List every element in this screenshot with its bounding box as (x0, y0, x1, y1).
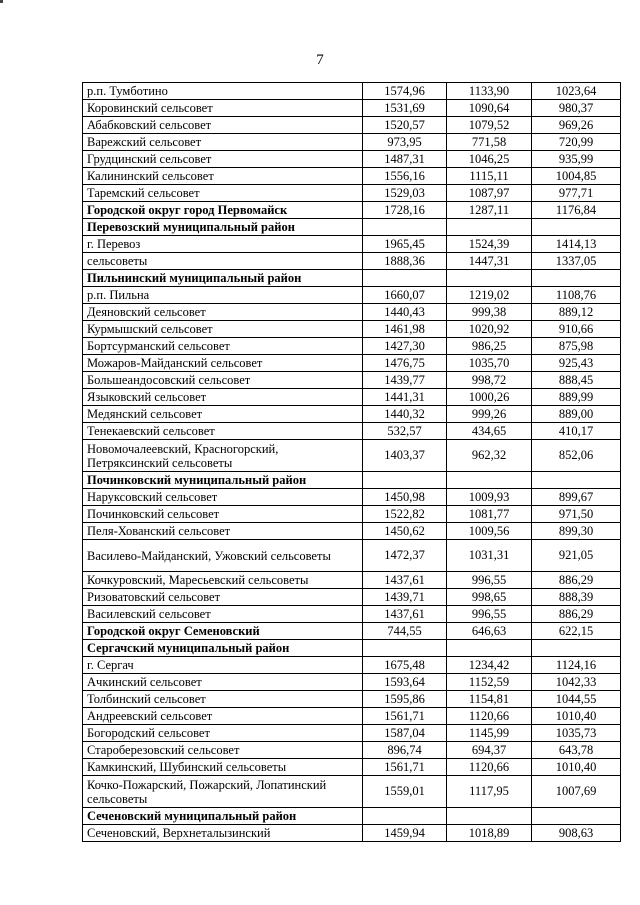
row-value-1-cell: 1728,16 (363, 202, 447, 219)
row-name-cell: Можаров-Майданский сельсовет (83, 355, 363, 372)
row-value-3-cell: 875,98 (532, 338, 621, 355)
row-value-1-cell (363, 219, 447, 236)
row-value-3-cell: 886,29 (532, 572, 621, 589)
row-value-1-cell: 1450,62 (363, 523, 447, 540)
table-row (83, 321, 621, 338)
row-value-3-cell: 1044,55 (532, 691, 621, 708)
row-value-1-cell (363, 472, 447, 489)
table-row (83, 253, 621, 270)
table-row (83, 825, 621, 842)
row-value-1-cell (363, 270, 447, 287)
row-name-cell: Тенекаевский сельсовет (83, 423, 363, 440)
row-value-3-cell: 1124,16 (532, 657, 621, 674)
row-value-3-cell: 921,05 (532, 540, 621, 572)
table-row (83, 776, 621, 808)
row-value-1-cell: 1450,98 (363, 489, 447, 506)
table-row (83, 708, 621, 725)
table-row (83, 338, 621, 355)
row-value-2-cell: 999,38 (447, 304, 532, 321)
table-row (83, 236, 621, 253)
section-row (83, 623, 621, 640)
row-name-cell: Городской округ Семеновский (83, 623, 363, 640)
row-value-3-cell (532, 472, 621, 489)
row-name-cell: сельсоветы (83, 253, 363, 270)
row-name-cell: Починковский сельсовет (83, 506, 363, 523)
section-row (83, 202, 621, 219)
row-value-1-cell: 1487,31 (363, 151, 447, 168)
row-value-1-cell: 532,57 (363, 423, 447, 440)
row-value-3-cell (532, 808, 621, 825)
row-value-3-cell: 889,12 (532, 304, 621, 321)
table-row (83, 657, 621, 674)
section-row (83, 270, 621, 287)
row-value-3-cell: 1004,85 (532, 168, 621, 185)
row-value-3-cell: 886,29 (532, 606, 621, 623)
row-name-cell: Андреевский сельсовет (83, 708, 363, 725)
table-row (83, 691, 621, 708)
row-value-2-cell (447, 640, 532, 657)
row-value-1-cell: 1520,57 (363, 117, 447, 134)
row-value-1-cell: 1561,71 (363, 708, 447, 725)
row-value-3-cell: 888,45 (532, 372, 621, 389)
row-value-2-cell: 999,26 (447, 406, 532, 423)
row-value-2-cell: 962,32 (447, 440, 532, 472)
section-row (83, 472, 621, 489)
row-value-3-cell: 889,99 (532, 389, 621, 406)
row-name-cell: Кочко-Пожарский, Пожарский, Лопатинский сельсоветы (83, 776, 363, 808)
row-name-cell: Перевозский муниципальный район (83, 219, 363, 236)
table-row (83, 185, 621, 202)
row-value-3-cell: 925,43 (532, 355, 621, 372)
table-row (83, 389, 621, 406)
row-name-cell: Камкинский, Шубинский сельсоветы (83, 759, 363, 776)
row-value-2-cell: 998,65 (447, 589, 532, 606)
row-value-1-cell: 1459,94 (363, 825, 447, 842)
row-value-3-cell: 971,50 (532, 506, 621, 523)
row-name-cell: Сеченовский муниципальный район (83, 808, 363, 825)
row-value-1-cell: 1556,16 (363, 168, 447, 185)
row-value-3-cell (532, 640, 621, 657)
row-value-1-cell: 1660,07 (363, 287, 447, 304)
table-row (83, 83, 621, 100)
row-value-2-cell: 1090,64 (447, 100, 532, 117)
row-value-3-cell (532, 270, 621, 287)
row-value-1-cell: 1437,61 (363, 572, 447, 589)
row-name-cell: Таремский сельсовет (83, 185, 363, 202)
row-value-1-cell: 1529,03 (363, 185, 447, 202)
table-row (83, 151, 621, 168)
row-name-cell: Грудцинский сельсовет (83, 151, 363, 168)
row-value-2-cell: 434,65 (447, 423, 532, 440)
row-value-3-cell: 1023,64 (532, 83, 621, 100)
table-body (83, 83, 621, 842)
row-value-1-cell: 1461,98 (363, 321, 447, 338)
row-value-3-cell: 1007,69 (532, 776, 621, 808)
table-row (83, 759, 621, 776)
row-value-2-cell: 694,37 (447, 742, 532, 759)
row-value-2-cell: 1152,59 (447, 674, 532, 691)
row-name-cell: Большеандосовский сельсовет (83, 372, 363, 389)
row-value-2-cell: 1117,95 (447, 776, 532, 808)
row-value-1-cell: 1587,04 (363, 725, 447, 742)
row-value-2-cell: 1120,66 (447, 759, 532, 776)
row-value-2-cell: 1447,31 (447, 253, 532, 270)
row-value-2-cell: 1120,66 (447, 708, 532, 725)
table-row (83, 489, 621, 506)
row-value-2-cell: 646,63 (447, 623, 532, 640)
section-row (83, 219, 621, 236)
page-number: 7 (316, 52, 324, 68)
section-row (83, 640, 621, 657)
table-row (83, 674, 621, 691)
table-row (83, 506, 621, 523)
table-row (83, 606, 621, 623)
row-value-2-cell: 1081,77 (447, 506, 532, 523)
row-value-1-cell: 1522,82 (363, 506, 447, 523)
row-name-cell: Толбинский сельсовет (83, 691, 363, 708)
row-value-1-cell: 1441,31 (363, 389, 447, 406)
row-value-3-cell: 720,99 (532, 134, 621, 151)
row-name-cell: г. Перевоз (83, 236, 363, 253)
row-name-cell: Кочкуровский, Маресьевский сельсоветы (83, 572, 363, 589)
table-row (83, 440, 621, 472)
row-value-3-cell: 1108,76 (532, 287, 621, 304)
table-row (83, 168, 621, 185)
row-value-3-cell: 1010,40 (532, 708, 621, 725)
row-name-cell: Ризоватовский сельсовет (83, 589, 363, 606)
row-value-3-cell: 1176,84 (532, 202, 621, 219)
table-row (83, 572, 621, 589)
row-value-1-cell (363, 640, 447, 657)
table-row (83, 134, 621, 151)
table-row (83, 540, 621, 572)
row-value-1-cell: 1561,71 (363, 759, 447, 776)
row-value-3-cell: 889,00 (532, 406, 621, 423)
row-value-1-cell: 1595,86 (363, 691, 447, 708)
row-name-cell: Новомочалеевский, Красногорский, Петряксинский сельсоветы (83, 440, 363, 472)
row-value-3-cell: 969,26 (532, 117, 621, 134)
row-name-cell: Коровинский сельсовет (83, 100, 363, 117)
row-value-3-cell: 1337,05 (532, 253, 621, 270)
row-value-2-cell: 1234,42 (447, 657, 532, 674)
row-value-3-cell: 908,63 (532, 825, 621, 842)
row-name-cell: Богородский сельсовет (83, 725, 363, 742)
row-value-1-cell: 973,95 (363, 134, 447, 151)
row-value-2-cell: 996,55 (447, 572, 532, 589)
row-name-cell: Наруксовский сельсовет (83, 489, 363, 506)
row-value-2-cell: 1524,39 (447, 236, 532, 253)
row-value-3-cell: 1042,33 (532, 674, 621, 691)
row-name-cell: г. Сергач (83, 657, 363, 674)
row-value-3-cell: 977,71 (532, 185, 621, 202)
table-row (83, 287, 621, 304)
row-value-1-cell: 1440,43 (363, 304, 447, 321)
row-value-1-cell (363, 808, 447, 825)
row-value-3-cell: 410,17 (532, 423, 621, 440)
row-value-3-cell: 888,39 (532, 589, 621, 606)
row-value-3-cell: 899,67 (532, 489, 621, 506)
table-row (83, 372, 621, 389)
row-value-1-cell: 1440,32 (363, 406, 447, 423)
row-value-1-cell: 1439,71 (363, 589, 447, 606)
row-name-cell: Починковский муниципальный район (83, 472, 363, 489)
row-value-3-cell: 1010,40 (532, 759, 621, 776)
row-name-cell: Ачкинский сельсовет (83, 674, 363, 691)
row-name-cell: Бортсурманский сельсовет (83, 338, 363, 355)
row-name-cell: Сергачский муниципальный район (83, 640, 363, 657)
row-value-2-cell: 1154,81 (447, 691, 532, 708)
row-value-2-cell: 1145,99 (447, 725, 532, 742)
table-row (83, 589, 621, 606)
table-row (83, 117, 621, 134)
row-name-cell: Сеченовский, Верхнеталызинский (83, 825, 363, 842)
table-row (83, 304, 621, 321)
row-name-cell: р.п. Тумботино (83, 83, 363, 100)
row-name-cell: Пеля-Хованский сельсовет (83, 523, 363, 540)
row-value-2-cell: 1031,31 (447, 540, 532, 572)
row-value-1-cell: 1476,75 (363, 355, 447, 372)
row-value-1-cell: 1531,69 (363, 100, 447, 117)
row-value-2-cell: 1079,52 (447, 117, 532, 134)
row-name-cell: Городской округ город Первомайск (83, 202, 363, 219)
row-value-3-cell: 622,15 (532, 623, 621, 640)
row-value-3-cell: 980,37 (532, 100, 621, 117)
row-value-2-cell: 998,72 (447, 372, 532, 389)
row-name-cell: Абабковский сельсовет (83, 117, 363, 134)
row-value-2-cell: 1115,11 (447, 168, 532, 185)
row-value-3-cell: 935,99 (532, 151, 621, 168)
row-value-2-cell: 1020,92 (447, 321, 532, 338)
row-value-1-cell: 1559,01 (363, 776, 447, 808)
table-row (83, 523, 621, 540)
row-value-1-cell: 1439,77 (363, 372, 447, 389)
row-name-cell: р.п. Пильна (83, 287, 363, 304)
row-value-2-cell: 1018,89 (447, 825, 532, 842)
row-value-3-cell: 1414,13 (532, 236, 621, 253)
row-name-cell: Языковский сельсовет (83, 389, 363, 406)
row-value-1-cell: 1472,37 (363, 540, 447, 572)
row-name-cell: Курмышский сельсовет (83, 321, 363, 338)
row-value-3-cell (532, 219, 621, 236)
row-value-1-cell: 744,55 (363, 623, 447, 640)
row-value-2-cell: 1046,25 (447, 151, 532, 168)
row-value-1-cell: 1965,45 (363, 236, 447, 253)
row-value-1-cell: 1574,96 (363, 83, 447, 100)
row-name-cell: Калининский сельсовет (83, 168, 363, 185)
row-name-cell: Варежский сельсовет (83, 134, 363, 151)
row-value-2-cell: 771,58 (447, 134, 532, 151)
row-value-2-cell: 996,55 (447, 606, 532, 623)
row-name-cell: Медянский сельсовет (83, 406, 363, 423)
row-value-2-cell: 1219,02 (447, 287, 532, 304)
row-name-cell: Василево-Майданский, Ужовский сельсоветы (83, 540, 363, 572)
row-value-2-cell: 1009,93 (447, 489, 532, 506)
row-value-2-cell (447, 808, 532, 825)
row-name-cell: Староберезовский сельсовет (83, 742, 363, 759)
row-value-2-cell (447, 270, 532, 287)
row-value-3-cell: 910,66 (532, 321, 621, 338)
section-row (83, 808, 621, 825)
row-value-3-cell: 899,30 (532, 523, 621, 540)
row-value-2-cell: 1287,11 (447, 202, 532, 219)
row-value-1-cell: 1437,61 (363, 606, 447, 623)
row-value-2-cell: 1035,70 (447, 355, 532, 372)
row-value-3-cell: 1035,73 (532, 725, 621, 742)
row-value-1-cell: 1403,37 (363, 440, 447, 472)
row-name-cell: Василевский сельсовет (83, 606, 363, 623)
table-row (83, 742, 621, 759)
table-row (83, 100, 621, 117)
row-value-1-cell: 1593,64 (363, 674, 447, 691)
row-value-1-cell: 1888,36 (363, 253, 447, 270)
row-value-1-cell: 1427,30 (363, 338, 447, 355)
table-row (83, 355, 621, 372)
row-value-2-cell: 1133,90 (447, 83, 532, 100)
row-value-2-cell (447, 472, 532, 489)
row-name-cell: Деяновский сельсовет (83, 304, 363, 321)
tariff-table (82, 82, 621, 842)
row-value-3-cell: 852,06 (532, 440, 621, 472)
table-row (83, 423, 621, 440)
table-row (83, 725, 621, 742)
row-value-1-cell: 1675,48 (363, 657, 447, 674)
row-value-2-cell: 1000,26 (447, 389, 532, 406)
row-value-3-cell: 643,78 (532, 742, 621, 759)
row-value-2-cell: 986,25 (447, 338, 532, 355)
row-value-1-cell: 896,74 (363, 742, 447, 759)
table-row (83, 406, 621, 423)
row-value-2-cell: 1087,97 (447, 185, 532, 202)
row-value-2-cell (447, 219, 532, 236)
scan-corner-mark (0, 0, 3, 3)
row-value-2-cell: 1009,56 (447, 523, 532, 540)
row-name-cell: Пильнинский муниципальный район (83, 270, 363, 287)
